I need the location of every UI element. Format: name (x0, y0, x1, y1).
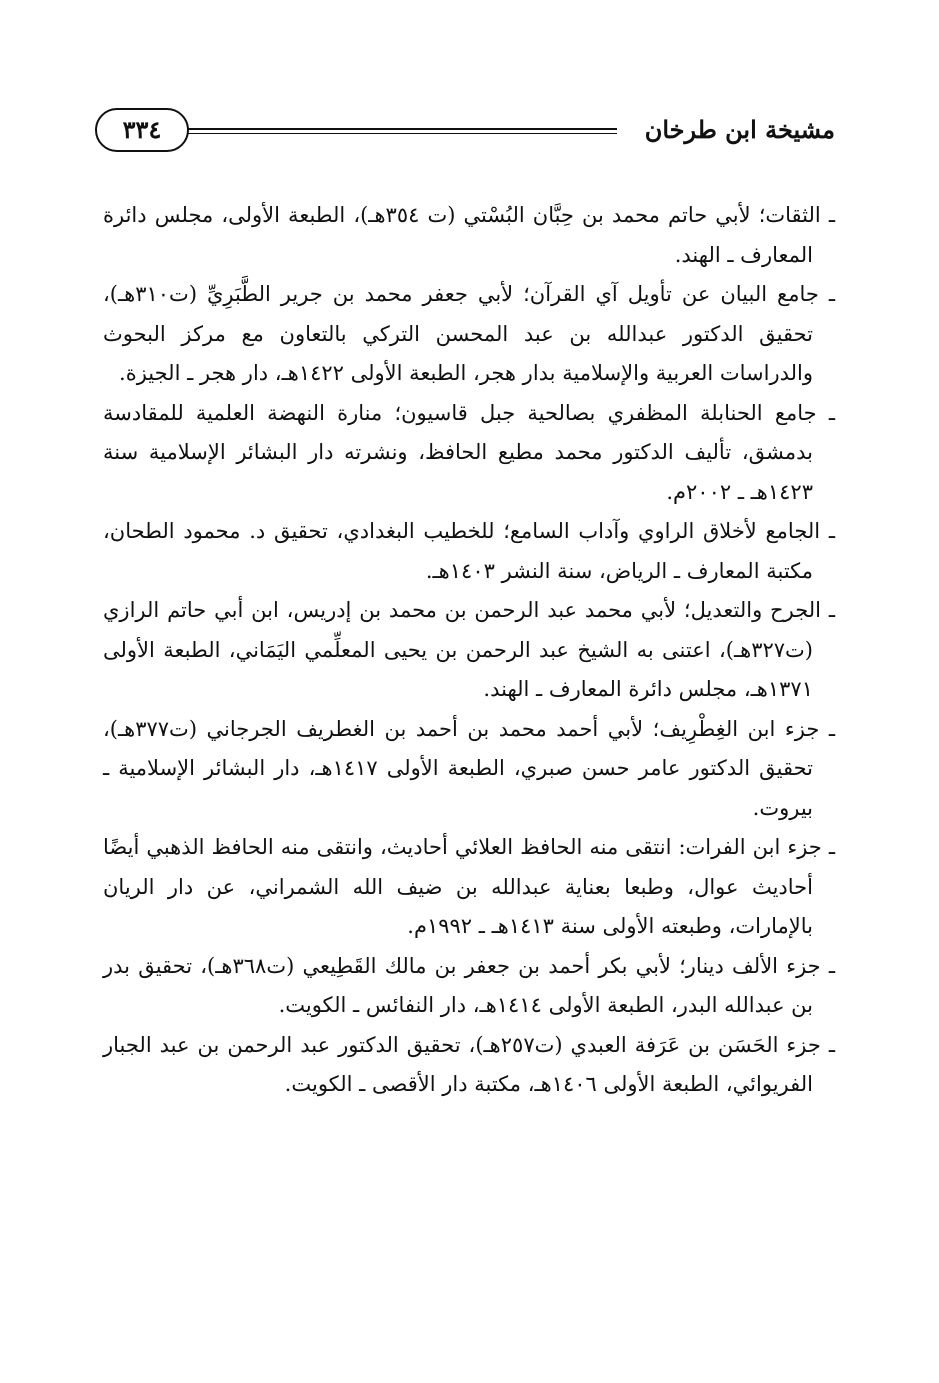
bibliography-entry: ـ جامع الحنابلة المظفري بصالحية جبل قاسيون؛ منارة النهضة العلمية للمقادسة بدمشق، تأليف الدكتور محمد مطيع الحافظ، ونشرته دار البشائر الإسلامية سنة ١٤٢٣هـ ـ ٢٠٠٢م. (103, 400, 835, 504)
bibliography-entry: ـ جزء ابن الغِطْرِيف؛ لأبي أحمد محمد بن أحمد بن الغطريف الجرجاني (ت٣٧٧هـ)، تحقيق الدكتور عامر حسن صبري، الطبعة الأولى ١٤١٧هـ، دار البشائر الإسلامية ـ بيروت. (103, 716, 835, 820)
page-header (95, 108, 835, 158)
bibliography-list (103, 196, 835, 1105)
header-rule (187, 128, 617, 130)
bibliography-entry: ـ الجامع لأخلاق الراوي وآداب السامع؛ للخطيب البغدادي، تحقيق د. محمود الطحان، مكتبة المعارف ـ الرياض، سنة النشر ١٤٠٣هـ. (103, 519, 835, 583)
header-rule-thin (187, 133, 617, 134)
bibliography-entry: ـ جامع البيان عن تأويل آي القرآن؛ لأبي جعفر محمد بن جرير الطَّبَرِيِّ (ت٣١٠هـ)، تحقيق الدكتور عبدالله بن عبد المحسن التركي بالتعاون مع مركز البحوث والدراسات العربية والإسلامية بدار هجر، الطبعة الأولى ١٤٢٢هـ، دار هجر ـ الجيزة. (103, 282, 835, 385)
bibliography-entry: ـ الجرح والتعديل؛ لأبي محمد عبد الرحمن بن محمد بن إدريس، ابن أبي حاتم الرازي (ت٣٢٧هـ)، اعتنى به الشيخ عبد الرحمن بن يحيى المعلِّمي اليَمَاني، الطبعة الأولى ١٣٧١هـ، مجلس دائرة المعارف ـ الهند. (103, 598, 835, 701)
page-number: ٣٣٤ (95, 108, 189, 152)
bibliography-entry: ـ جزء ابن الفرات: انتقى منه الحافظ العلائي أحاديث، وانتقى منه الحافظ الذهبي أيضًا أحاديث عوال، وطبعا بعناية عبدالله بن ضيف الله الشمراني، عن دار الريان بالإمارات، وطبعته الأولى سنة ١٤١٣هـ ـ ١٩٩٢م. (103, 835, 835, 938)
bibliography-entry: ـ الثقات؛ لأبي حاتم محمد بن حِبَّان البُسْتي (ت ٣٥٤هـ)، الطبعة الأولى، مجلس دائرة المعارف ـ الهند. (103, 203, 835, 267)
running-title: مشيخة ابن طرخان (644, 115, 835, 144)
bibliography-entry: ـ جزء الحَسَن بن عَرَفة العبدي (ت٢٥٧هـ)، تحقيق الدكتور عبد الرحمن بن عبد الجبار الفريوائي، الطبعة الأولى ١٤٠٦هـ، مكتبة دار الأقصى ـ الكويت. (103, 1032, 835, 1096)
bibliography-entry: ـ جزء الألف دينار؛ لأبي بكر أحمد بن جعفر بن مالك القَطِيعي (ت٣٦٨هـ)، تحقيق بدر بن عبدالله البدر، الطبعة الأولى ١٤١٤هـ، دار النفائس ـ الكويت. (103, 953, 835, 1017)
